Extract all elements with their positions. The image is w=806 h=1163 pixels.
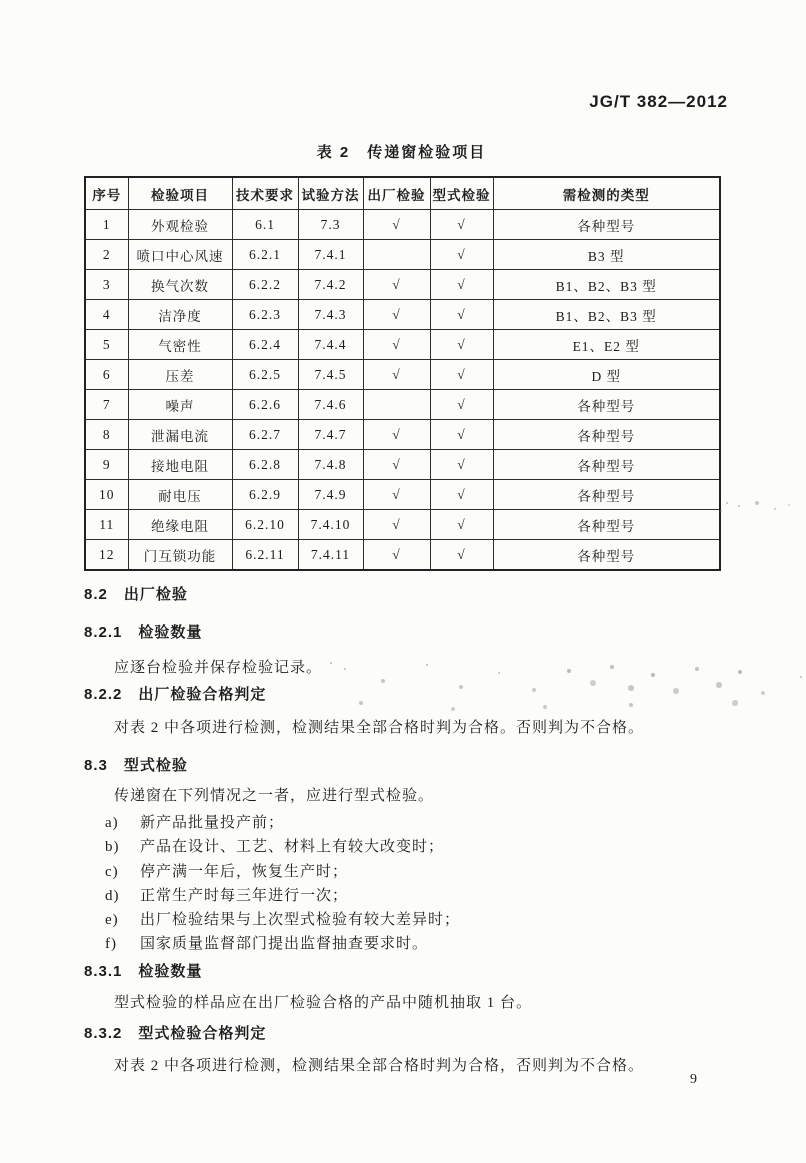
list-item-text: 新产品批量投产前； <box>140 815 285 831</box>
table-row <box>85 240 720 270</box>
cell-factory-check: √ <box>363 210 430 240</box>
cell-item: 压差 <box>128 360 232 390</box>
cell-method: 7.4.5 <box>298 360 363 390</box>
table-title: 表 2 传递窗检验项目 <box>316 144 487 161</box>
cell-models: 各种型号 <box>493 210 720 240</box>
col-header-factory-inspection: 出厂检验 <box>363 177 430 210</box>
list-item-text: 正常生产时每三年进行一次； <box>140 887 349 904</box>
cell-method: 7.4.11 <box>298 540 363 571</box>
cell-factory-check: √ <box>363 540 430 571</box>
section-heading-8-2-1: 8.2.1 检验数量 <box>84 624 203 641</box>
cell-method: 7.4.1 <box>298 240 363 270</box>
table-row <box>85 420 720 450</box>
cell-req: 6.2.9 <box>232 480 298 510</box>
paragraph-8-3-2: 对表 2 中各项进行检测，检测结果全部合格时判为合格，否则判为不合格。 <box>114 1057 645 1074</box>
list-item <box>105 932 728 956</box>
list-item <box>105 884 728 908</box>
cell-type-check: √ <box>430 420 493 450</box>
list-item-text: 国家质量监督部门提出监督抽查要求时。 <box>140 936 429 953</box>
section-heading-8-3-2: 8.3.2 型式检验合格判定 <box>84 1024 267 1042</box>
cell-method: 7.4.4 <box>298 330 363 360</box>
type-inspection-condition-list <box>84 811 728 957</box>
cell-factory-check: √ <box>363 510 430 540</box>
page-number: 9 <box>690 1072 697 1087</box>
cell-type-check: √ <box>430 480 493 510</box>
cell-models: 各种型号 <box>493 480 720 510</box>
cell-type-check: √ <box>430 240 493 270</box>
cell-type-check: √ <box>430 390 493 420</box>
table-row <box>85 210 720 240</box>
section-heading-8-3: 8.3 型式检验 <box>84 757 188 774</box>
cell-no: 1 <box>85 210 128 240</box>
cell-models: 各种型号 <box>493 540 720 571</box>
cell-no: 9 <box>85 450 128 480</box>
table-row <box>85 360 720 390</box>
cell-no: 11 <box>85 510 128 540</box>
list-item <box>105 908 728 932</box>
col-header-tech-requirement: 技术要求 <box>232 177 298 210</box>
table-row <box>85 510 720 540</box>
cell-factory-check: √ <box>363 420 430 450</box>
cell-method: 7.3 <box>298 210 363 240</box>
cell-item: 喷口中心风速 <box>128 240 232 270</box>
section-heading-8-2-2: 8.2.2 出厂检验合格判定 <box>84 686 267 703</box>
cell-type-check: √ <box>430 510 493 540</box>
cell-no: 7 <box>85 390 128 420</box>
cell-models: B3 型 <box>493 240 720 270</box>
table-row <box>85 390 720 420</box>
table-row <box>85 270 720 300</box>
cell-models: D 型 <box>493 360 720 390</box>
section-heading-8-3-1: 8.3.1 检验数量 <box>84 962 203 980</box>
cell-no: 8 <box>85 420 128 450</box>
cell-models: E1、E2 型 <box>493 330 720 360</box>
section-heading-8-2: 8.2 出厂检验 <box>84 586 188 603</box>
scan-noise-dots <box>726 502 728 504</box>
cell-no: 3 <box>85 270 128 300</box>
cell-req: 6.2.3 <box>232 300 298 330</box>
cell-item: 噪声 <box>128 390 232 420</box>
cell-item: 换气次数 <box>128 270 232 300</box>
cell-models: B1、B2、B3 型 <box>493 300 720 330</box>
cell-models: 各种型号 <box>493 390 720 420</box>
cell-method: 7.4.2 <box>298 270 363 300</box>
cell-factory-check: √ <box>363 450 430 480</box>
cell-models: 各种型号 <box>493 420 720 450</box>
cell-req: 6.2.2 <box>232 270 298 300</box>
cell-no: 6 <box>85 360 128 390</box>
cell-item: 气密性 <box>128 330 232 360</box>
col-header-no: 序号 <box>85 177 128 210</box>
cell-req: 6.2.11 <box>232 540 298 571</box>
col-header-models: 需检测的类型 <box>493 177 720 210</box>
list-item-label: c) <box>105 863 119 880</box>
cell-no: 4 <box>85 300 128 330</box>
cell-req: 6.2.10 <box>232 510 298 540</box>
cell-models: 各种型号 <box>493 450 720 480</box>
list-item-text: 产品在设计、工艺、材料上有较大改变时； <box>140 839 445 856</box>
cell-type-check: √ <box>430 450 493 480</box>
list-item-text: 停产满一年后，恢复生产时； <box>140 863 349 880</box>
list-item-label: a) <box>105 815 119 831</box>
list-item-text: 出厂检验结果与上次型式检验有较大差异时； <box>140 912 461 929</box>
scan-noise-band <box>330 662 332 664</box>
cell-type-check: √ <box>430 540 493 571</box>
paragraph-8-3-intro: 传递窗在下列情况之一者，应进行型式检验。 <box>114 788 435 804</box>
table-row <box>85 450 720 480</box>
cell-method: 7.4.9 <box>298 480 363 510</box>
table-row <box>85 480 720 510</box>
cell-method: 7.4.6 <box>298 390 363 420</box>
inspection-items-table <box>84 176 721 571</box>
cell-method: 7.4.10 <box>298 510 363 540</box>
cell-method: 7.4.7 <box>298 420 363 450</box>
cell-models: B1、B2、B3 型 <box>493 270 720 300</box>
cell-req: 6.2.5 <box>232 360 298 390</box>
cell-item: 绝缘电阻 <box>128 510 232 540</box>
cell-type-check: √ <box>430 330 493 360</box>
cell-type-check: √ <box>430 300 493 330</box>
cell-type-check: √ <box>430 360 493 390</box>
cell-item: 接地电阻 <box>128 450 232 480</box>
paragraph-8-3-1: 型式检验的样品应在出厂检验合格的产品中随机抽取 1 台。 <box>114 994 533 1011</box>
col-header-test-method: 试验方法 <box>298 177 363 210</box>
cell-req: 6.2.7 <box>232 420 298 450</box>
cell-factory-check <box>363 390 430 420</box>
list-item-label: b) <box>105 839 120 856</box>
list-item-label: e) <box>105 912 119 929</box>
list-item <box>105 835 728 859</box>
cell-item: 门互锁功能 <box>128 540 232 571</box>
cell-type-check: √ <box>430 210 493 240</box>
cell-factory-check: √ <box>363 330 430 360</box>
col-header-item: 检验项目 <box>128 177 232 210</box>
table-row <box>85 330 720 360</box>
cell-item: 泄漏电流 <box>128 420 232 450</box>
cell-no: 5 <box>85 330 128 360</box>
cell-req: 6.2.1 <box>232 240 298 270</box>
table-row <box>85 540 720 571</box>
col-header-type-inspection: 型式检验 <box>430 177 493 210</box>
cell-req: 6.2.8 <box>232 450 298 480</box>
cell-item: 洁净度 <box>128 300 232 330</box>
cell-item: 耐电压 <box>128 480 232 510</box>
cell-req: 6.1 <box>232 210 298 240</box>
table-row <box>85 300 720 330</box>
paragraph-8-2-2: 对表 2 中各项进行检测，检测结果全部合格时判为合格。否则判为不合格。 <box>114 720 645 736</box>
table-header-row <box>85 177 720 210</box>
cell-factory-check: √ <box>363 270 430 300</box>
cell-models: 各种型号 <box>493 510 720 540</box>
cell-factory-check <box>363 240 430 270</box>
list-item-label: d) <box>105 887 120 904</box>
cell-item: 外观检验 <box>128 210 232 240</box>
list-item <box>105 811 728 835</box>
paragraph-8-2-1: 应逐台检验并保存检验记录。 <box>114 660 323 676</box>
cell-no: 2 <box>85 240 128 270</box>
cell-factory-check: √ <box>363 300 430 330</box>
cell-no: 12 <box>85 540 128 571</box>
cell-type-check: √ <box>430 270 493 300</box>
cell-factory-check: √ <box>363 480 430 510</box>
list-item <box>105 860 728 884</box>
cell-method: 7.4.3 <box>298 300 363 330</box>
body-text <box>84 578 728 1075</box>
cell-no: 10 <box>85 480 128 510</box>
cell-req: 6.2.6 <box>232 390 298 420</box>
doc-number: JG/T 382—2012 <box>589 92 728 111</box>
list-item-label: f) <box>105 936 117 953</box>
cell-method: 7.4.8 <box>298 450 363 480</box>
cell-factory-check: √ <box>363 360 430 390</box>
cell-req: 6.2.4 <box>232 330 298 360</box>
